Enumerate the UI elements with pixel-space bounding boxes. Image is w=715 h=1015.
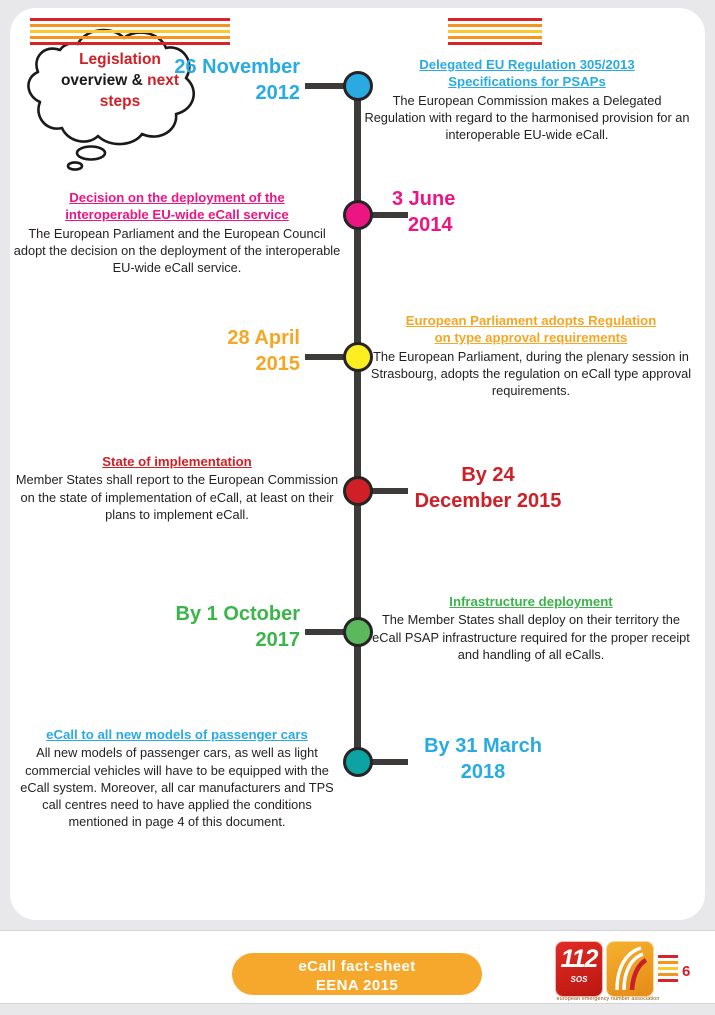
desc-title-line2-event-1: Specifications for PSAPs xyxy=(448,74,606,90)
eena-arcs-icon xyxy=(607,942,653,996)
date-label-event-6 xyxy=(388,734,578,785)
date-event-2: 3 June xyxy=(392,188,456,210)
timeline-node-event-5[interactable] xyxy=(343,617,373,647)
date-event-1: 26 November xyxy=(174,56,300,78)
description-event-3 xyxy=(366,312,696,399)
bubble-line-2a: overview & xyxy=(60,71,143,89)
stripe xyxy=(658,973,678,976)
stripe xyxy=(30,24,230,27)
stripe xyxy=(658,979,678,982)
desc-title-event-3 xyxy=(366,312,696,347)
desc-body-event-4: Member States shall report to the European Commission on the state of implementation of eCall, at least on their plans to implement eCall. xyxy=(15,472,339,522)
desc-title-event-6 xyxy=(12,726,342,743)
year-event-1: 2012 xyxy=(255,81,300,104)
stripe xyxy=(658,967,678,970)
footer-stripes-right xyxy=(448,18,542,54)
description-event-2 xyxy=(12,189,342,276)
timeline-node-event-1[interactable] xyxy=(343,71,373,101)
logo-eena xyxy=(606,941,654,997)
stripe xyxy=(30,18,230,21)
page-number: 6 xyxy=(682,963,691,980)
stripe xyxy=(30,36,230,39)
desc-title-line1-event-1: Delegated EU Regulation 305/2013 xyxy=(419,57,635,72)
desc-body-event-5: The Member States shall deploy on their territory the eCall PSAP infrastructure required for the proper receipt and handling of all eCalls. xyxy=(372,612,690,662)
stripe xyxy=(448,18,542,21)
timeline-node-event-2[interactable] xyxy=(343,200,373,230)
date-label-event-3 xyxy=(120,326,300,377)
date-label-event-5 xyxy=(120,602,300,653)
stripe xyxy=(658,961,678,964)
stripe xyxy=(658,955,678,958)
desc-title-line1-event-5: Infrastructure deployment xyxy=(449,594,613,609)
stripe xyxy=(448,24,542,27)
desc-title-event-4 xyxy=(12,453,342,470)
desc-title-line1-event-4: State of implementation xyxy=(102,454,252,469)
stripe xyxy=(448,30,542,33)
desc-title-line1-event-6: eCall to all new models of passenger cars xyxy=(46,727,308,742)
timeline-node-event-6[interactable] xyxy=(343,747,373,777)
footer-title-pill xyxy=(232,953,482,995)
logo-112-sos: SOS xyxy=(570,975,588,984)
footer-pill-line2: EENA 2015 xyxy=(315,976,399,994)
date-event-3: 28 April xyxy=(227,327,300,349)
desc-title-event-5 xyxy=(366,593,696,610)
stripe xyxy=(448,36,542,39)
timeline-node-event-3[interactable] xyxy=(343,342,373,372)
date-label-event-4 xyxy=(388,463,588,514)
date-event-4: By 24 xyxy=(461,464,515,486)
footer-stripes-tiny xyxy=(658,955,678,985)
year-event-6: 2018 xyxy=(460,760,506,783)
stripe xyxy=(30,30,230,33)
desc-title-line2-event-3: on type approval requirements xyxy=(434,330,628,346)
description-event-5 xyxy=(366,593,696,663)
description-event-1 xyxy=(362,56,692,143)
stripe xyxy=(448,42,542,45)
desc-body-event-1: The European Commission makes a Delegated Regulation with regard to the harmonised provision for an interoperable EU-wide eCall. xyxy=(364,92,690,143)
bubble-line-1: Legislation xyxy=(79,51,161,68)
bubble-line-2b: next xyxy=(147,71,180,89)
footer-stripes-left xyxy=(30,18,230,54)
description-event-6 xyxy=(12,726,342,830)
date-event-6: By 31 March xyxy=(424,735,542,757)
logo-112-number: 112 xyxy=(560,945,598,973)
desc-title-line1-event-3: European Parliament adopts Regulation xyxy=(405,313,657,328)
logo-eena-caption: european emergency number association xyxy=(556,996,660,1002)
description-event-4 xyxy=(12,453,342,523)
desc-body-event-3: The European Parliament, during the plenary session in Strasbourg, adopts the regulation on eCall type approval requirements. xyxy=(370,348,692,399)
desc-body-event-2: The European Parliament and the European Council adopt the decision on the deployment of the interoperable EU-wide eCall service. xyxy=(13,225,341,276)
year-event-3: 2015 xyxy=(255,352,300,375)
date-label-event-1 xyxy=(120,55,300,106)
desc-title-line2-event-2: interoperable EU-wide eCall service xyxy=(65,207,289,223)
desc-title-event-2 xyxy=(12,189,342,224)
desc-body-event-6: All new models of passenger cars, as well as light commercial vehicles will have to be equipped with the eCall system. Moreover, all car manufacturers and TPS call centres need to have applied the conditions mentioned in page 4 of this document. xyxy=(20,745,334,829)
timeline-node-event-4[interactable] xyxy=(343,476,373,506)
year-event-5: 2017 xyxy=(255,628,300,651)
year-event-2: 2014 xyxy=(408,213,453,236)
bubble-line-3: steps xyxy=(99,92,141,110)
date-event-5: By 1 October xyxy=(175,603,300,625)
logo-112 xyxy=(555,941,603,997)
timeline-axis xyxy=(354,86,361,766)
footer-pill-line1: eCall fact-sheet xyxy=(298,958,416,975)
stripe xyxy=(30,42,230,45)
year-event-4: December 2015 xyxy=(414,489,562,512)
date-label-event-2 xyxy=(392,187,572,238)
desc-title-line1-event-2: Decision on the deployment of the xyxy=(69,190,285,205)
desc-title-event-1 xyxy=(362,56,692,91)
